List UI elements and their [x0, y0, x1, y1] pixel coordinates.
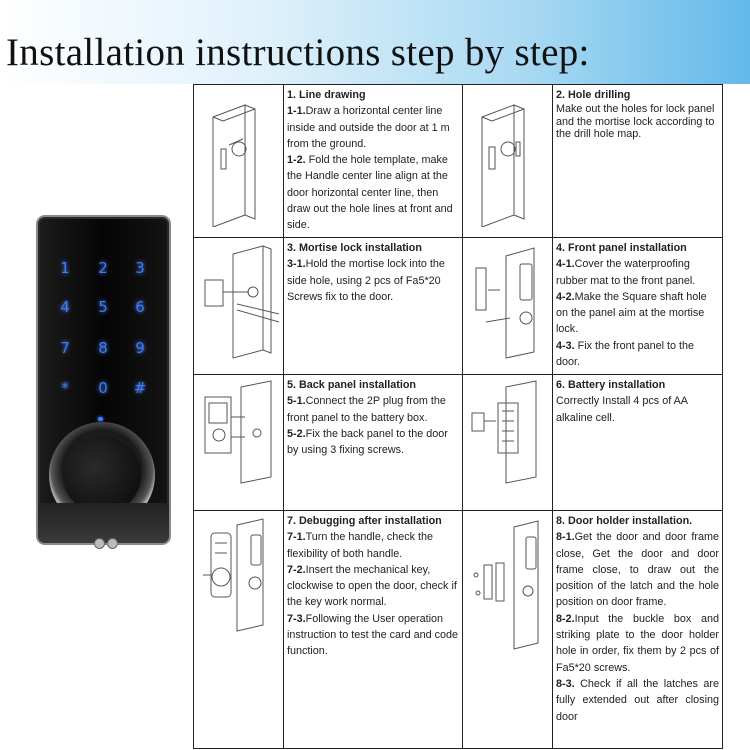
step-line: Cover the waterproofing rubber mat to the front panel. — [556, 258, 696, 287]
keypad-key-7: 7 — [60, 339, 70, 357]
step-heading: 1. Line drawing — [287, 89, 366, 101]
page-title: Installation instructions step by step: — [6, 31, 590, 74]
door-lock-image — [36, 215, 171, 545]
step-7-text — [284, 511, 463, 749]
keypad-key-star: * — [61, 379, 69, 397]
step-label: 5-1. — [287, 395, 306, 408]
step-label: 5-2. — [287, 427, 306, 440]
step-label: 4-2. — [556, 290, 575, 303]
step-line: Turn the handle, check the flexibility of both handle. — [287, 531, 434, 560]
step-3-illustration — [194, 238, 284, 375]
step-line: Input the buckle box and striking plate to the door holder hole in order, fix them by 2 pcs of Fa5*20 screws. — [556, 612, 719, 674]
keypad-key-0: 0 — [98, 379, 108, 397]
step-line: Connect the 2P plug from the front panel to the battery box. — [287, 395, 446, 424]
keypad-key-3: 3 — [135, 259, 145, 277]
step-line: Fix the back panel to the door by using 3 fixing screws. — [287, 427, 448, 457]
step-line: Get the door and door frame close, Get the door and door frame close, to draw out the position of the latch and the hole position on door frame. — [556, 531, 719, 609]
step-line: Hold the mortise lock into the side hole, using 2 pcs of Fa5*20 Screws fix to the door. — [287, 258, 445, 303]
keypad-key-2: 2 — [98, 259, 108, 277]
step-line: Fix the front panel to the door. — [556, 339, 695, 369]
keypad-key-hash: # — [133, 379, 147, 397]
step-heading: 2. Hole drilling — [556, 89, 631, 101]
debugging-lock-icon — [197, 513, 281, 723]
step-6-illustration — [463, 375, 553, 511]
step-3-text — [284, 238, 463, 375]
keypad-key-1: 1 — [60, 259, 70, 277]
screw-icon — [94, 538, 105, 549]
door-line-drawing-icon — [199, 87, 279, 227]
step-line: Make out the holes for lock panel and the mortise lock according to the drill hole map. — [556, 103, 715, 141]
step-label: 4-1. — [556, 258, 575, 271]
step-5-illustration — [194, 375, 284, 511]
door-holder-install-icon — [466, 513, 550, 723]
step-1-illustration — [194, 85, 284, 238]
step-6-text — [553, 375, 723, 511]
step-5-text — [284, 375, 463, 511]
step-label: 7-1. — [287, 531, 306, 544]
door-drill-holes-icon — [468, 87, 548, 227]
keypad-key-6: 6 — [135, 298, 145, 316]
keypad-key-5: 5 — [98, 298, 108, 316]
table-row — [194, 238, 723, 375]
step-heading: 6. Battery installation — [556, 379, 666, 391]
battery-install-icon — [466, 377, 550, 487]
step-line: Insert the mechanical key, clockwise to open the door, check if the key work normal. — [287, 563, 457, 609]
lock-bottom-trim — [38, 503, 169, 543]
step-label: 1-2. — [287, 154, 306, 167]
step-label: 7-3. — [287, 612, 306, 625]
step-line: Correctly Install 4 pcs of AA alkaline cell. — [556, 395, 688, 424]
step-heading: 5. Back panel installation — [287, 379, 417, 391]
step-line: Check if all the latches are fully extended out after closing door — [556, 677, 719, 723]
step-2-text — [553, 85, 723, 238]
instruction-table — [193, 84, 723, 749]
step-heading: 8. Door holder installation. — [556, 515, 693, 527]
keypad-key-8: 8 — [98, 339, 108, 357]
indicator-led — [98, 417, 103, 421]
step-line: Following the User operation instruction to test the card and code function. — [287, 612, 459, 658]
step-8-illustration — [463, 511, 553, 749]
step-label: 8-3. — [556, 677, 575, 690]
table-row — [194, 375, 723, 511]
keypad-key-9: 9 — [135, 339, 145, 357]
step-label: 8-2. — [556, 612, 575, 625]
step-label: 4-3. — [556, 339, 575, 352]
step-2-illustration — [463, 85, 553, 238]
step-8-text — [553, 511, 723, 749]
mortise-lock-install-icon — [197, 240, 281, 360]
table-row — [194, 85, 723, 238]
step-label: 8-1. — [556, 531, 575, 544]
table-row — [194, 511, 723, 749]
step-heading: 7. Debugging after installation — [287, 515, 442, 527]
front-panel-install-icon — [466, 240, 550, 360]
step-label: 7-2. — [287, 563, 306, 576]
step-4-illustration — [463, 238, 553, 375]
step-1-text — [284, 85, 463, 238]
step-heading: 4. Front panel installation — [556, 242, 687, 254]
step-label: 1-1. — [287, 105, 306, 118]
keypad-key-4: 4 — [60, 298, 70, 316]
step-7-illustration — [194, 511, 284, 749]
screw-icon — [107, 538, 118, 549]
back-panel-install-icon — [197, 377, 281, 487]
step-heading: 3. Mortise lock installation — [287, 242, 422, 254]
step-line: Draw a horizontal center line inside and outside the door at 1 m from the ground. — [287, 105, 450, 150]
step-4-text — [553, 238, 723, 375]
step-line: Fold the hole template, make the Handle center line align at the door horizontal center line, then draw out the hole lines at front and side. — [287, 154, 453, 232]
step-line: Make the Square shaft hole on the panel aim at the mortise lock. — [556, 290, 707, 336]
step-label: 3-1. — [287, 258, 306, 271]
